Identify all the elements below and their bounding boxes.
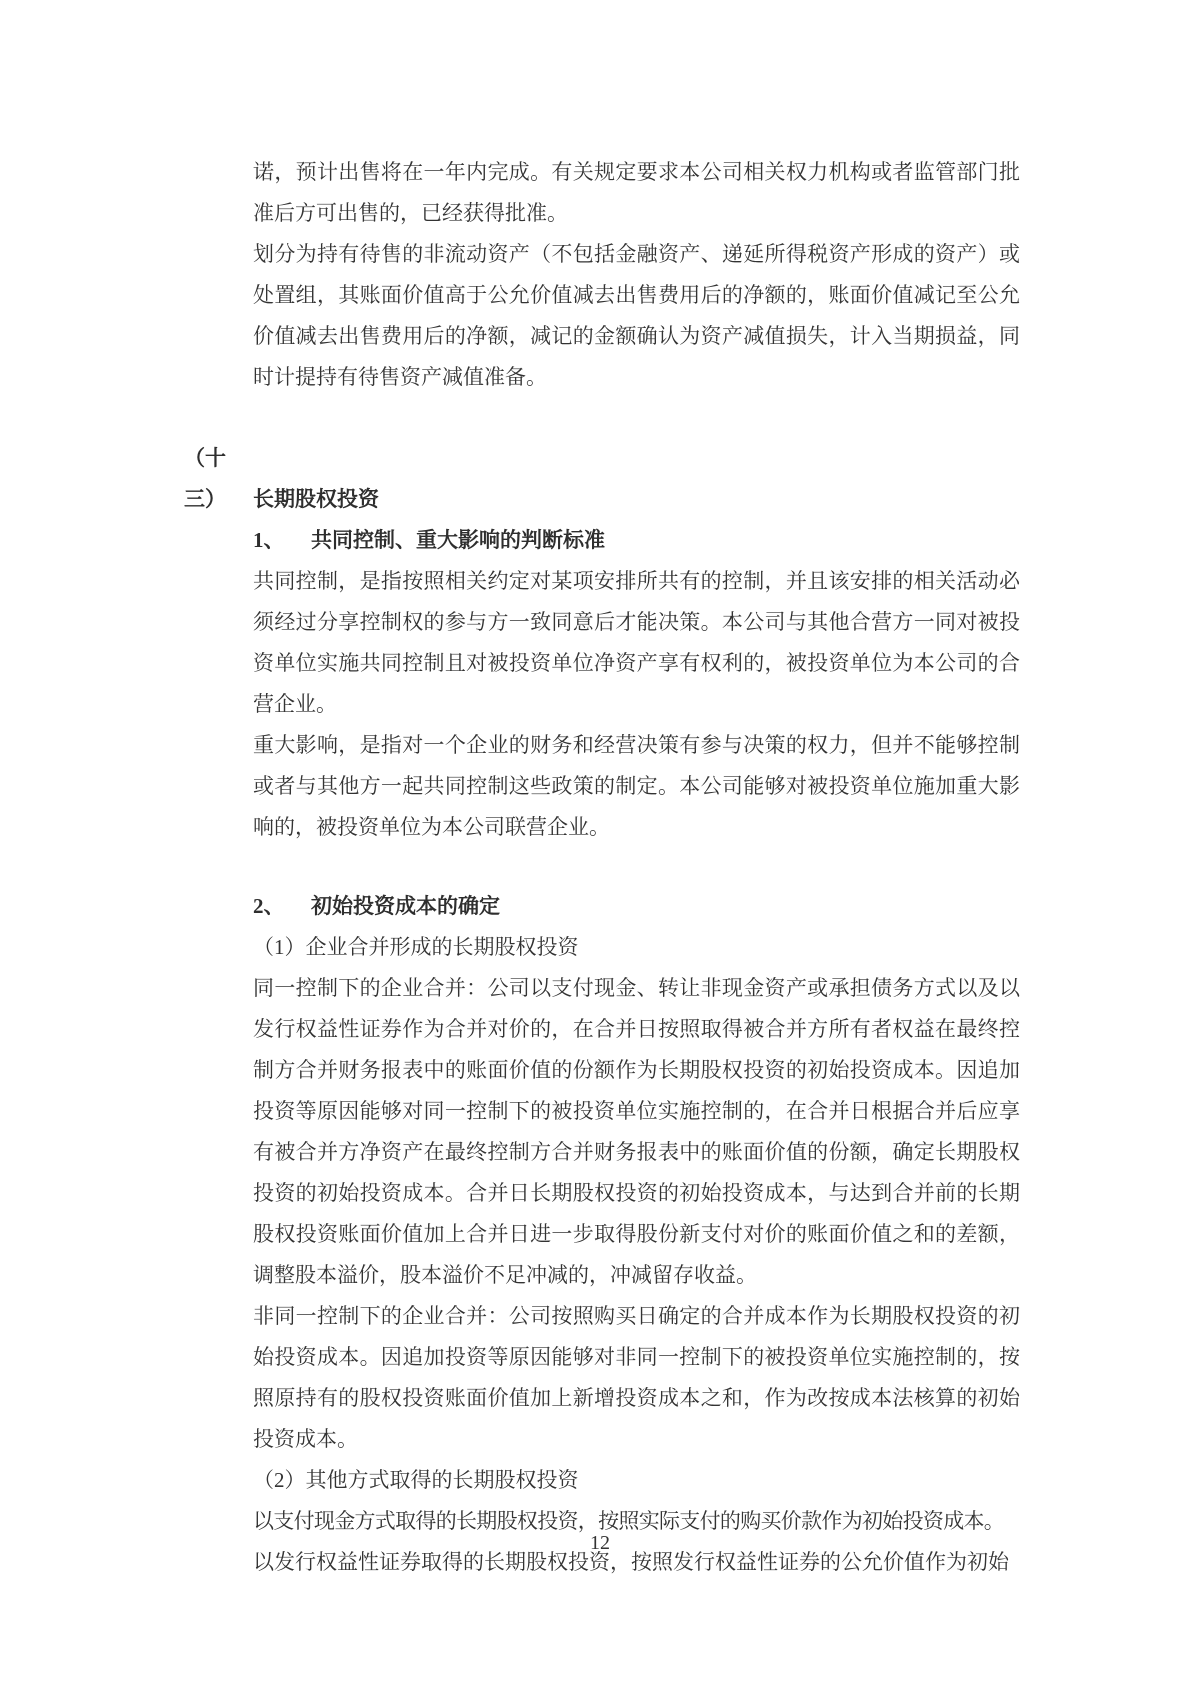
paragraph-merger-non-common-control: 非同一控制下的企业合并：公司按照购买日确定的合并成本作为长期股权投资的初始投资成本。因追加投资等原因能够对非同一控制下的被投资单位实施控制的，按照原持有的股权投资账面价值加上新增投资成本之和，作为改按成本法核算的初始投资成本。: [253, 1304, 1020, 1451]
text-column: [184, 152, 1020, 1583]
section-heading: [184, 438, 1020, 520]
item-1-label: （1）企业合并形成的长期股权投资: [253, 935, 579, 959]
paragraph-equity-securities-acquisition: 以发行权益性证券取得的长期股权投资，按照发行权益性证券的公允价值作为初始: [253, 1550, 1009, 1574]
section-marker: （十三）: [184, 446, 226, 511]
paragraph-held-for-sale-assets: 划分为持有待售的非流动资产（不包括金融资产、递延所得税资产形成的资产）或处置组，其账面价值高于公允价值减去出售费用后的净额的，账面价值减记至公允价值减去出售费用后的净额，减记的金额确认为资产减值损失，计入当期损益，同时计提持有待售资产减值准备。: [253, 242, 1020, 389]
page-number: 12: [590, 1532, 610, 1554]
subsection-1-title: 共同控制、重大影响的判断标准: [311, 528, 605, 552]
subsection-1-heading: [253, 520, 1020, 561]
paragraph-merger-common-control: 同一控制下的企业合并：公司以支付现金、转让非现金资产或承担债务方式以及以发行权益性证券作为合并对价的，在合并日按照取得被合并方所有者权益在最终控制方合并财务报表中的账面价值的份额作为长期股权投资的初始投资成本。因追加投资等原因能够对同一控制下的被投资单位实施控制的，在合并日根据合并后应享有被合并方净资产在最终控制方合并财务报表中的账面价值的份额，确定长期股权投资的初始投资成本。合并日长期股权投资的初始投资成本，与达到合并前的长期股权投资账面价值加上合并日进一步取得股份新支付对价的账面价值之和的差额，调整股本溢价，股本溢价不足冲减的，冲减留存收益。: [253, 976, 1020, 1287]
item-2-label: （2）其他方式取得的长期股权投资: [253, 1468, 579, 1492]
subsection-2-heading: [253, 886, 1020, 927]
section-title: 长期股权投资: [253, 487, 379, 511]
subsection-2-number: 2、: [253, 894, 285, 918]
paragraph-sale-commitment-continuation: 诺，预计出售将在一年内完成。有关规定要求本公司相关权力机构或者监管部门批准后方可出售的，已经获得批准。: [253, 160, 1020, 225]
subsection-2-title: 初始投资成本的确定: [311, 894, 500, 918]
paragraph-significant-influence: 重大影响，是指对一个企业的财务和经营决策有参与决策的权力，但并不能够控制或者与其他方一起共同控制这些政策的制定。本公司能够对被投资单位施加重大影响的，被投资单位为本公司联营企业。: [253, 733, 1020, 839]
paragraph-cash-acquisition: 以支付现金方式取得的长期股权投资，按照实际支付的购买价款作为初始投资成本。: [253, 1509, 1005, 1533]
paragraph-joint-control: 共同控制，是指按照相关约定对某项安排所共有的控制，并且该安排的相关活动必须经过分享控制权的参与方一致同意后才能决策。本公司与其他合营方一同对被投资单位实施共同控制且对被投资单位净资产享有权利的，被投资单位为本公司的合营企业。: [253, 569, 1020, 716]
subsection-1-number: 1、: [253, 528, 285, 552]
